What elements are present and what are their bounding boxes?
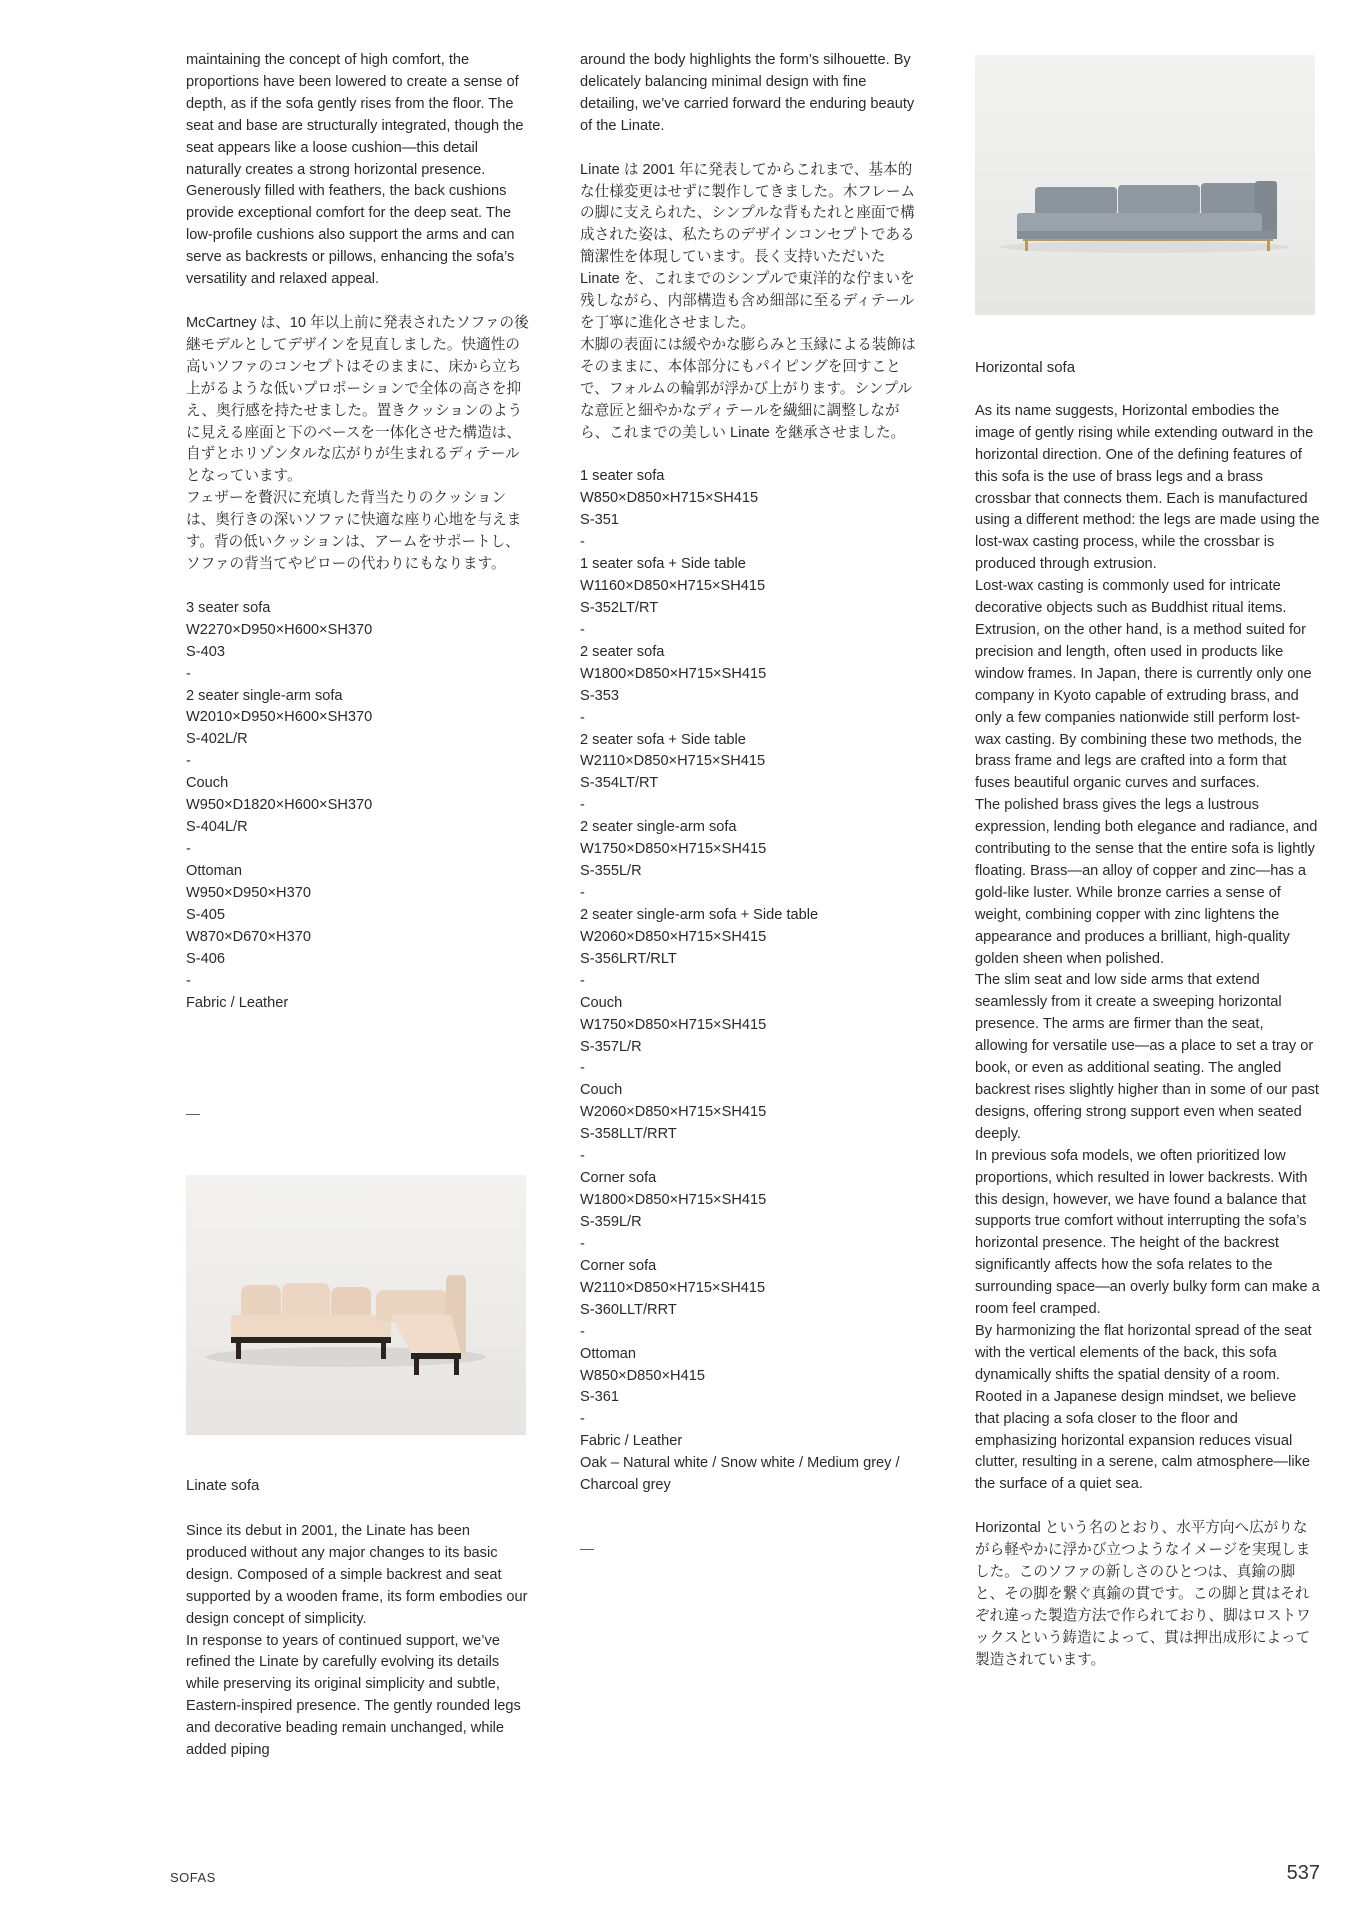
spec-separator: - (186, 972, 191, 989)
spec-separator: - (580, 1060, 585, 1077)
spec-finish: Oak – Natural white / Snow white / Medium grey / Charcoal grey (580, 1455, 900, 1494)
spec-code: S-356LRT/RLT (580, 950, 677, 967)
spec-name: Couch (580, 1082, 623, 1099)
spec-code: S-360LLT/RRT (580, 1301, 677, 1318)
spec-code: S-351 (580, 512, 619, 529)
spec-code: S-361 (580, 1389, 619, 1406)
column-3 (975, 357, 1320, 1672)
spec-name: Corner sofa (580, 1257, 657, 1274)
spec-name: 3 seater sofa (186, 599, 271, 616)
linate-description (186, 1521, 531, 1762)
spec-name: Couch (580, 994, 623, 1011)
body-paragraph-jp: Linate は 2001 年に発表してからこれまで、基本的な仕様変更はせずに製作してきました。木フレームの脚に支えられた、シンプルな背もたれと座面で構成された姿は、私たちのデザインコンセプトである簡潔性を体現しています。長く支持いただいたLinate を、これまでのシンプルで東洋的な佇まいを残しながら、内部構造も含め細部に至るディテールを丁寧に進化させました。 (580, 161, 916, 331)
spec-dimensions: W2010×D950×H600×SH370 (186, 709, 373, 726)
body-paragraph: In response to years of continued support, we’ve refined the Linate by carefully evolving its details while preserving its original simplicity and subtle, Eastern-inspired presence. The gently rounded legs and decorative beading remain unchanged, while added piping (186, 1632, 521, 1759)
body-paragraph: maintaining the concept of high comfort, the proportions have been lowered to create a sense of depth, as if the sofa gently rises from the floor. The seat and base are structurally integrated, though the seat appears like a loose cushion—this detail naturally creates a strong horizontal presence. (186, 52, 524, 178)
spec-list (580, 466, 925, 1497)
spec-name: 2 seater single-arm sofa + Side table (580, 907, 819, 923)
spec-code: S-404L/R (186, 819, 248, 836)
spec-dimensions: W850×D850×H715×SH415 (580, 490, 759, 507)
spec-name: Corner sofa (580, 1170, 657, 1187)
spec-name: Ottoman (580, 1345, 636, 1362)
section-end-mark: — (580, 1540, 594, 1556)
body-paragraph: around the body highlights the form’s silhouette. By delicately balancing minimal design with fine detailing, we’ve carried forward the enduring beauty of the Linate. (580, 52, 915, 134)
spec-name: Ottoman (186, 863, 242, 879)
linate-heading: Linate sofa (186, 1477, 260, 1494)
spec-dimensions: W950×D1820×H600×SH370 (186, 797, 373, 814)
spec-material: Fabric / Leather (580, 1433, 683, 1450)
spec-separator: - (580, 1411, 585, 1428)
spec-separator: - (580, 1235, 585, 1252)
spec-separator: - (580, 972, 585, 989)
spec-dimensions: W1160×D850×H715×SH415 (580, 578, 766, 595)
body-paragraph-jp: Horizontal という名のとおり、水平方向へ広がりながら軽やかに浮かび立つようなイメージを実現しました。このソファの新しさのひとつは、真鍮の脚と、その脚を繋ぐ真鍮の貫です。この脚と貫はそれぞれ違った製造方法で作られており、脚はロストワックスという鋳造によって、貫は押出成形によって製造されています。 (975, 1520, 1311, 1668)
spec-name: 1 seater sofa (580, 468, 665, 485)
spec-material: Fabric / Leather (186, 994, 289, 1011)
spec-code: S-353 (580, 687, 619, 704)
spec-name: 2 seater sofa + Side table (580, 731, 746, 748)
linate-sofa-illustration (186, 1175, 526, 1435)
spec-dimensions: W870×D670×H370 (186, 928, 311, 945)
spec-code: S-403 (186, 643, 225, 660)
body-paragraph: The polished brass gives the legs a lustrous expression, lending both elegance and radiance, and contributing to the sense that the entire sofa is lightly floating. Brass—an alloy of copper and zinc—has a gold-like luster. While bronze carries a sense of weight, combining copper with zinc lightens the appearance and produces a brilliant, high-quality golden sheen when polished. (975, 797, 1318, 967)
body-paragraph: Lost-wax casting is commonly used for intricate decorative objects such as Buddhist ritual items. Extrusion, on the other hand, is a method suited for precision and length, often used in products like window frames. In Japan, there is currently only one company in Kyoto capable of extruding brass, and only a few companies nationwide still perform lost-wax casting. By combining these two methods, the brass frame and legs are crafted into a form that fuses beautiful organic curves and surfaces. (975, 578, 1312, 792)
horizontal-sofa-photo (975, 55, 1315, 315)
spec-separator: - (186, 841, 191, 857)
spec-list (186, 598, 531, 1015)
spec-dimensions: W850×D850×H415 (580, 1367, 705, 1384)
body-paragraph-jp: フェザーを贅沢に充填した背当たりのクッションは、奥行きの深いソファに快適な座り心地を与えます。背の低いクッションは、アームをサポートし、ソファの背当てやピローの代わりにもなります。 (186, 490, 522, 572)
spec-name: 1 seater sofa + Side table (580, 556, 746, 573)
spec-code: S-357L/R (580, 1038, 642, 1055)
spec-dimensions: W2110×D850×H715×SH415 (580, 753, 766, 770)
spec-code: S-352LT/RT (580, 599, 659, 616)
body-paragraph: Since its debut in 2001, the Linate has been produced without any major changes to its basic design. Composed of a simple backrest and seat supported by a wooden frame, its form embodies our design concept of simplicity. (186, 1523, 528, 1627)
spec-dimensions: W2060×D850×H715×SH415 (580, 928, 767, 945)
spec-code: S-402L/R (186, 731, 248, 748)
spec-code: S-406 (186, 950, 225, 967)
body-paragraph: By harmonizing the flat horizontal spread of the seat with the vertical elements of the back, this sofa dynamically shifts the spatial density of a room. Rooted in a Japanese design mindset, we believe that placing a sofa closer to the floor and emphasizing horizontal expansion reduces visual clutter, resulting in a serene, calm atmosphere—like the surface of a quiet sea. (975, 1322, 1312, 1493)
spec-code: S-405 (186, 906, 225, 923)
spec-name: Couch (186, 775, 229, 792)
body-paragraph-jp: 木脚の表面には緩やかな膨らみと玉縁による装飾はそのままに、本体部分にもパイピングを回すことで、フォルムの輪郭が浮かび上がります。シンプルな意匠と細やかなディテールを繊細に調整しながら、これまでの美しい Linate を継承させました。 (580, 336, 916, 441)
linate-sofa-photo (186, 1175, 526, 1435)
spec-separator: - (580, 1323, 585, 1340)
spec-code: S-358LLT/RRT (580, 1126, 677, 1143)
spec-separator: - (580, 621, 585, 638)
column-1 (186, 50, 531, 1014)
spec-name: 2 seater single-arm sofa (580, 819, 737, 836)
body-paragraph: The slim seat and low side arms that extend seamlessly from it create a sweeping horizontal presence. The arms are firmer than the seat, allowing for versatile use—as a place to set a tray or book, or even as additional seating. The angled backrest rises slightly higher than in some of our past designs, offering strong support even when seated deeply. (975, 972, 1319, 1142)
spec-dimensions: W1800×D850×H715×SH415 (580, 1192, 767, 1209)
spec-dimensions: W2270×D950×H600×SH370 (186, 621, 373, 638)
spec-separator: - (580, 534, 585, 551)
spec-code: S-354LT/RT (580, 775, 659, 792)
spec-dimensions: W1750×D850×H715×SH415 (580, 1016, 767, 1033)
spec-name: 2 seater single-arm sofa (186, 687, 343, 704)
spec-separator: - (580, 885, 585, 901)
spec-separator: - (580, 797, 585, 814)
page-number: 537 (1286, 1862, 1320, 1884)
section-end-mark: — (186, 1105, 200, 1121)
spec-separator: - (580, 1148, 585, 1165)
body-paragraph: As its name suggests, Horizontal embodies the image of gently rising while extending outward in the horizontal direction. One of the defining features of this sofa is the use of brass legs and a brass crossbar that connects them. Each is manufactured using a different method: the legs are made using the lost-wax casting process, while the crossbar is produced through extrusion. (975, 402, 1320, 573)
spec-separator: - (580, 709, 585, 726)
horizontal-sofa-illustration (975, 55, 1315, 315)
column-2 (580, 50, 925, 1497)
body-paragraph: In previous sofa models, we often prioritized low proportions, which resulted in lower backrests. With this design, however, we have found a balance that supports true comfort without interrupting the sofa’s horizontal presence. The height of the backrest significantly affects how the sofa relates to the surrounding space—an overly bulky form can make a room feel cramped. (975, 1147, 1320, 1318)
body-paragraph-jp: McCartney は、10 年以上前に発表されたソファの後継モデルとしてデザインを見直しました。快適性の高いソファのコンセプトはそのままに、床から立ち上がるような低いプロポーションで全体の高さを抑え、奥行感を持たせました。置きクッションのように見える座面と下のベースを一体化させた構造は、自ずとホリゾンタルな広がりが生まれるディテールとなっています。 (186, 314, 529, 485)
spec-code: S-359L/R (580, 1213, 642, 1230)
body-paragraph: Generously filled with feathers, the back cushions provide exceptional comfort for the deep seat. The low-profile cushions also support the arms and can serve as backrests or pillows, enhancing the sofa’s versatility and relaxed appeal. (186, 183, 515, 288)
spec-dimensions: W950×D950×H370 (186, 884, 311, 901)
spec-dimensions: W1750×D850×H715×SH415 (580, 841, 767, 858)
horizontal-heading: Horizontal sofa (975, 359, 1076, 376)
spec-dimensions: W2110×D850×H715×SH415 (580, 1279, 766, 1296)
spec-code: S-355L/R (580, 863, 642, 880)
spec-name: 2 seater sofa (580, 643, 665, 660)
spec-dimensions: W2060×D850×H715×SH415 (580, 1104, 767, 1121)
spec-separator: - (186, 665, 191, 682)
spec-dimensions: W1800×D850×H715×SH415 (580, 665, 767, 682)
spec-separator: - (186, 753, 191, 770)
footer-section-label: SOFAS (170, 1870, 216, 1885)
